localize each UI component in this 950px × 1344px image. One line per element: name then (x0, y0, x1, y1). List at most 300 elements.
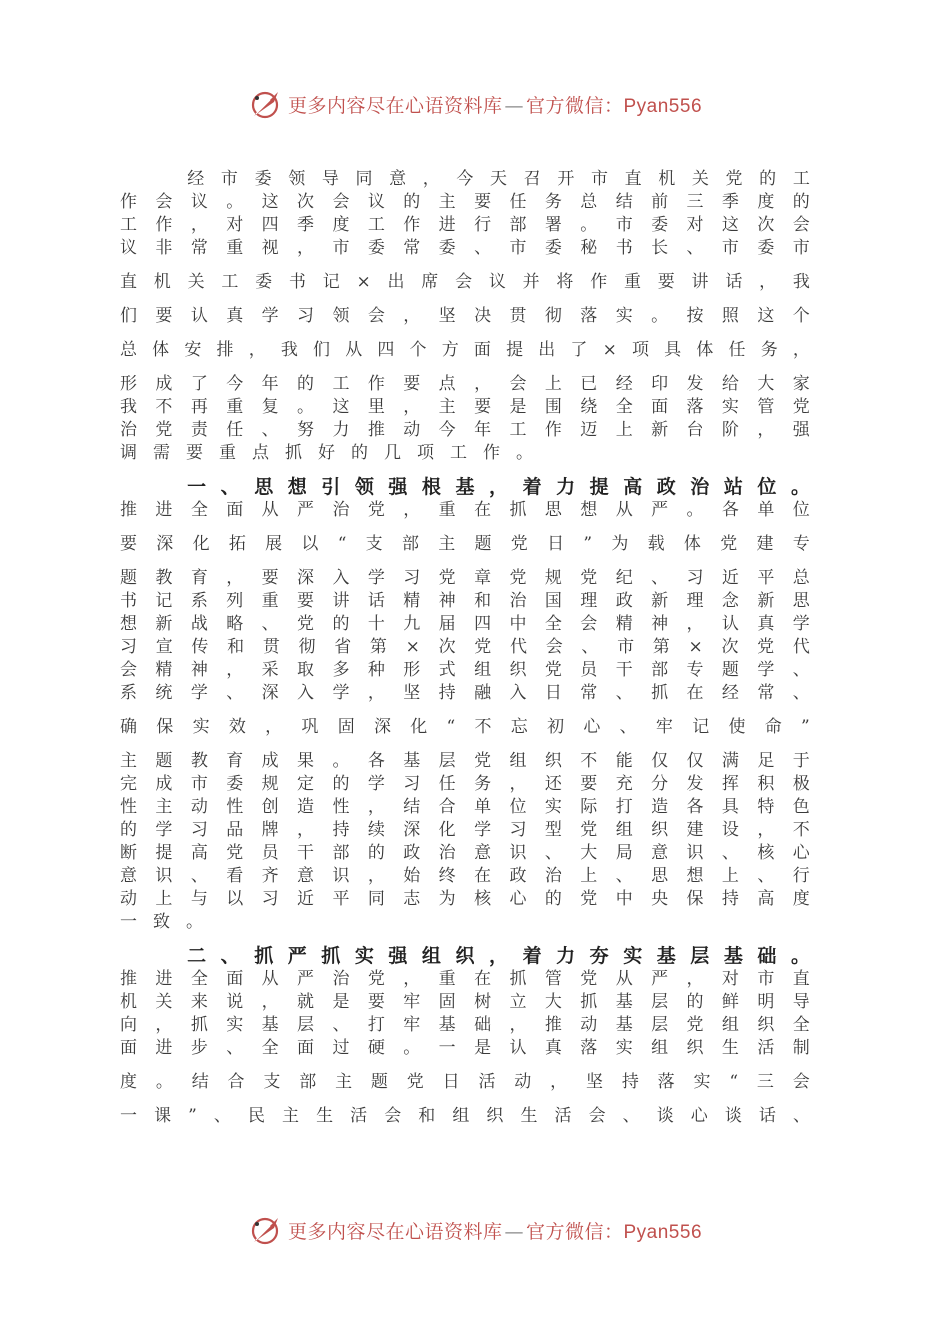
glyph: 度 (120, 1072, 137, 1092)
glyph: 性 (120, 797, 137, 817)
glyph: 色 (792, 797, 810, 817)
glyph: 引 (321, 476, 341, 498)
glyph: 。 (297, 397, 315, 417)
glyph: 实 (192, 717, 210, 737)
glyph: 任 (226, 420, 244, 440)
glyph: 支 (365, 534, 383, 554)
glyph: 会 (588, 1106, 606, 1126)
glyph: 组 (452, 1106, 470, 1126)
glyph: 满 (721, 751, 739, 771)
glyph: 出 (387, 272, 405, 292)
glyph: 面 (651, 397, 669, 417)
glyph: 、 (332, 1015, 350, 1035)
glyph: 理 (580, 591, 598, 611)
glyph: 形 (403, 660, 421, 680)
glyph: 务 (474, 774, 492, 794)
banner-separator: — (504, 1220, 524, 1243)
glyph: 习 (190, 820, 208, 840)
glyph: ， (403, 500, 421, 520)
glyph: 规 (544, 568, 562, 588)
glyph: 规 (261, 774, 279, 794)
glyph: 织 (651, 820, 669, 840)
glyph: 体 (152, 340, 170, 360)
glyph: ， (489, 945, 509, 967)
glyph: 常 (580, 683, 598, 703)
body-line (120, 442, 810, 465)
glyph: 拓 (228, 534, 246, 554)
glyph: 习 (120, 637, 137, 657)
glyph: ， (509, 774, 527, 794)
glyph: 、 (721, 843, 739, 863)
glyph: 讲 (332, 591, 350, 611)
glyph: 会 (120, 660, 137, 680)
glyph: 部 (509, 215, 527, 235)
glyph: 经 (187, 169, 205, 189)
glyph: 了 (190, 374, 208, 394)
glyph: 严 (297, 500, 315, 520)
glyph: 党 (367, 969, 385, 989)
glyph: 层 (690, 945, 710, 967)
glyph: 结 (191, 1072, 209, 1092)
glyph: ， (509, 1015, 527, 1035)
glyph: ， (297, 820, 315, 840)
glyph: 成 (261, 751, 279, 771)
glyph: 三 (686, 192, 704, 212)
glyph: 前 (651, 192, 669, 212)
glyph: 党 (226, 843, 244, 863)
glyph: 意 (120, 866, 137, 886)
glyph: 会 (509, 374, 527, 394)
glyph: ， (155, 1015, 173, 1035)
glyph: 会 (332, 192, 350, 212)
glyph: 育 (226, 751, 244, 771)
body-line (120, 636, 810, 659)
glyph: 心 (690, 1106, 708, 1126)
glyph: 主 (155, 797, 173, 817)
glyph (154, 476, 173, 499)
glyph: 常 (190, 238, 208, 258)
glyph: 战 (190, 614, 208, 634)
body-line (120, 773, 810, 796)
glyph: 型 (544, 820, 562, 840)
glyph: 一 (438, 1038, 456, 1058)
glyph: 齐 (261, 866, 279, 886)
glyph: 不 (155, 397, 173, 417)
glyph: 平 (757, 568, 775, 588)
glyph: 意 (651, 843, 669, 863)
glyph: 讲 (691, 272, 709, 292)
glyph: 发 (686, 374, 704, 394)
quill-logo-icon (248, 1212, 284, 1248)
glyph: 真 (757, 614, 775, 634)
glyph: ， (686, 614, 704, 634)
glyph (120, 476, 139, 499)
body-line (120, 659, 810, 682)
glyph: 要 (261, 568, 279, 588)
glyph: 作 (120, 192, 137, 212)
glyph: ， (757, 820, 775, 840)
glyph: 主 (438, 397, 456, 417)
glyph: 大 (580, 843, 598, 863)
glyph: 深 (156, 534, 174, 554)
glyph: 体 (696, 340, 714, 360)
glyph: 日 (547, 534, 565, 554)
glyph: 经 (721, 683, 739, 703)
glyph: 三 (756, 1072, 774, 1092)
glyph: 明 (757, 992, 775, 1012)
body-line (120, 567, 810, 590)
body-line (120, 419, 810, 442)
glyph: 、 (792, 660, 810, 680)
glyph: 持 (332, 820, 350, 840)
glyph: 市 (590, 169, 608, 189)
glyph: 治 (332, 500, 350, 520)
glyph: 牌 (261, 820, 279, 840)
glyph: 仅 (651, 751, 669, 771)
glyph: 工 (792, 169, 810, 189)
glyph: 并 (522, 272, 540, 292)
glyph: 会 (367, 306, 385, 326)
glyph: 会 (384, 1106, 402, 1126)
glyph: 作 (544, 420, 562, 440)
glyph: ， (226, 568, 244, 588)
glyph: 落 (580, 306, 598, 326)
glyph: 实 (721, 397, 739, 417)
glyph: 要 (155, 306, 173, 326)
glyph: 委 (438, 238, 456, 258)
glyph: 直 (624, 169, 642, 189)
glyph: ， (686, 969, 704, 989)
glyph: 性 (332, 797, 350, 817)
glyph: 织 (757, 1015, 775, 1035)
glyph: 核 (474, 889, 492, 909)
glyph: 委 (651, 215, 669, 235)
glyph: 深 (261, 683, 279, 703)
glyph: 领 (288, 169, 306, 189)
glyph: 局 (615, 843, 633, 863)
glyph: 重 (226, 397, 244, 417)
glyph: 和 (227, 637, 245, 657)
glyph: 工 (221, 272, 239, 292)
glyph: 提 (506, 340, 524, 360)
glyph: 采 (261, 660, 279, 680)
glyph: 鲜 (721, 992, 739, 1012)
glyph: 会 (155, 192, 173, 212)
glyph: 党 (406, 1072, 424, 1092)
glyph: 市 (615, 215, 633, 235)
glyph: 强 (792, 420, 810, 440)
glyph: 高 (757, 889, 775, 909)
glyph: 了 (570, 340, 588, 360)
glyph: 上 (615, 420, 633, 440)
glyph: 面 (226, 969, 244, 989)
glyph: 上 (155, 889, 173, 909)
glyph: 习 (297, 306, 315, 326)
glyph: 位 (509, 797, 527, 817)
glyph: 致 (153, 912, 170, 932)
glyph: 领 (332, 306, 350, 326)
glyph: 市 (721, 238, 739, 258)
glyph: 任 (438, 774, 456, 794)
glyph: 基 (615, 1015, 633, 1035)
glyph: 题 (721, 660, 739, 680)
glyph: 牢 (403, 1015, 421, 1035)
glyph: 、 (615, 683, 633, 703)
glyph: 会 (545, 637, 563, 657)
glyph: 今 (226, 374, 244, 394)
glyph: 提 (589, 476, 609, 498)
glyph: 这 (261, 192, 279, 212)
glyph: 的 (544, 889, 562, 909)
glyph: 、 (686, 238, 704, 258)
glyph: 治 (509, 591, 527, 611)
glyph: 工 (120, 215, 137, 235)
glyph: 育 (190, 568, 208, 588)
glyph: 对 (226, 215, 244, 235)
glyph: 入 (297, 683, 315, 703)
glyph: 思 (544, 500, 562, 520)
glyph: ， (474, 374, 492, 394)
glyph: 根 (421, 476, 441, 498)
glyph: ， (261, 992, 279, 1012)
glyph: 纪 (615, 568, 633, 588)
glyph: 础 (757, 945, 777, 967)
glyph: 的 (351, 443, 368, 463)
glyph: 代 (509, 637, 527, 657)
glyph: 全 (792, 1015, 810, 1035)
glyph: 照 (721, 306, 739, 326)
body-line (120, 991, 810, 1014)
glyph: 全 (261, 1038, 279, 1058)
glyph: 主 (438, 534, 456, 554)
glyph: 学 (757, 660, 775, 680)
glyph: 年 (261, 374, 279, 394)
glyph: 落 (657, 1072, 675, 1092)
glyph: 、 (474, 238, 492, 258)
glyph: “ (337, 534, 347, 554)
glyph: 党 (725, 169, 743, 189)
glyph: 着 (522, 945, 542, 967)
glyph: 话 (758, 1106, 776, 1126)
banner-separator: — (504, 94, 524, 117)
glyph: 续 (367, 820, 385, 840)
glyph: 总 (792, 568, 810, 588)
glyph: 主 (120, 751, 137, 771)
glyph: 要 (580, 774, 598, 794)
glyph: 习 (403, 568, 421, 588)
glyph: 真 (544, 1038, 562, 1058)
glyph: 党 (510, 534, 528, 554)
glyph: 们 (120, 306, 137, 326)
glyph: 工 (509, 420, 527, 440)
glyph: 合 (227, 1072, 245, 1092)
glyph: 落 (580, 1038, 598, 1058)
glyph: 党 (580, 889, 598, 909)
glyph: 实 (544, 797, 562, 817)
glyph: 品 (226, 820, 244, 840)
glyph: 部 (299, 1072, 317, 1092)
glyph: 教 (155, 568, 173, 588)
glyph: 市 (509, 238, 527, 258)
glyph: 党 (580, 969, 598, 989)
glyph: 干 (615, 660, 633, 680)
glyph: 基 (455, 476, 475, 498)
glyph: 一 (187, 476, 207, 498)
glyph: 要 (120, 534, 137, 554)
glyph: 系 (120, 683, 137, 703)
glyph: 会 (792, 1072, 810, 1092)
glyph: 认 (721, 614, 739, 634)
glyph: 各 (686, 797, 704, 817)
glyph: 和 (474, 591, 492, 611)
glyph: 要 (657, 272, 675, 292)
glyph: 推 (120, 969, 137, 989)
glyph: 。 (186, 912, 203, 932)
glyph: 近 (297, 889, 315, 909)
glyph: 推 (544, 1015, 562, 1035)
glyph: 主 (282, 1106, 300, 1126)
glyph: ， (190, 215, 208, 235)
glyph: 深 (403, 820, 421, 840)
glyph: 大 (757, 374, 775, 394)
glyph: 员 (261, 843, 279, 863)
glyph: 会 (792, 215, 810, 235)
glyph: 治 (120, 420, 137, 440)
glyph: 主 (438, 192, 456, 212)
glyph: 础 (474, 1015, 492, 1035)
glyph: 是 (474, 1038, 492, 1058)
body-line (120, 1071, 810, 1094)
glyph: 视 (261, 238, 279, 258)
glyph: 主 (335, 1072, 353, 1092)
glyph: 作 (403, 215, 421, 235)
glyph: 性 (226, 797, 244, 817)
glyph: 我 (280, 340, 298, 360)
glyph: 的 (332, 774, 350, 794)
glyph: 力 (556, 945, 576, 967)
glyph: 度 (792, 889, 810, 909)
glyph: 书 (120, 591, 137, 611)
glyph: 治 (690, 476, 710, 498)
glyph: 学 (261, 306, 279, 326)
glyph: 断 (120, 843, 137, 863)
glyph: 已 (580, 374, 598, 394)
glyph: 合 (438, 797, 456, 817)
body-line (120, 1014, 810, 1037)
glyph: 对 (686, 215, 704, 235)
body-line (120, 819, 810, 842)
glyph: 位 (757, 476, 777, 498)
banner-text (288, 1217, 702, 1244)
glyph: 具 (721, 797, 739, 817)
glyph: 的 (120, 820, 137, 840)
glyph: 创 (261, 797, 279, 817)
glyph: 始 (403, 866, 421, 886)
glyph: 步 (190, 1038, 208, 1058)
glyph: 严 (651, 500, 669, 520)
glyph: 新 (651, 591, 669, 611)
glyph: 上 (544, 374, 562, 394)
glyph: 政 (615, 591, 633, 611)
glyph: 度 (332, 215, 350, 235)
glyph: 进 (155, 1038, 173, 1058)
glyph: 夯 (589, 945, 609, 967)
glyph: 要 (297, 591, 315, 611)
glyph: 任 (509, 192, 527, 212)
glyph: 治 (544, 866, 562, 886)
glyph: ， (403, 397, 421, 417)
glyph: ， (422, 169, 440, 189)
glyph: ” (801, 717, 810, 737)
glyph: 化 (438, 820, 456, 840)
glyph: 贯 (262, 637, 280, 657)
glyph: 务 (760, 340, 778, 360)
glyph: 抓 (321, 945, 341, 967)
glyph: 次 (297, 192, 315, 212)
glyph: 基 (615, 992, 633, 1012)
glyph: 常 (757, 683, 775, 703)
glyph: 度 (757, 192, 775, 212)
glyph: 的 (792, 192, 810, 212)
glyph: 题 (474, 534, 492, 554)
glyph: 想 (120, 614, 137, 634)
glyph: × (602, 340, 617, 360)
quill-logo-icon (248, 86, 284, 122)
glyph: 议 (488, 272, 506, 292)
glyph: 全 (190, 969, 208, 989)
glyph: 结 (615, 192, 633, 212)
glyph: 想 (580, 500, 598, 520)
glyph: 组 (721, 1015, 739, 1035)
glyph: 、 (651, 568, 669, 588)
glyph: 持 (438, 683, 456, 703)
glyph: 印 (651, 374, 669, 394)
glyph: 组 (421, 945, 441, 967)
glyph: 委 (367, 238, 385, 258)
glyph: 从 (261, 969, 279, 989)
glyph: 从 (615, 500, 633, 520)
glyph: 记 (322, 272, 340, 292)
glyph: 关 (691, 169, 709, 189)
glyph: 念 (721, 591, 739, 611)
glyph: 抓 (509, 500, 527, 520)
glyph: 织 (686, 1038, 704, 1058)
glyph: 记 (155, 591, 173, 611)
footer-banner (0, 1208, 950, 1252)
glyph: 重 (226, 238, 244, 258)
glyph: 题 (155, 751, 173, 771)
glyph: 是 (332, 992, 350, 1012)
glyph: 果 (297, 751, 315, 771)
glyph: 机 (658, 169, 676, 189)
glyph: 十 (367, 614, 385, 634)
glyph: ， (489, 476, 509, 498)
glyph: 面 (226, 500, 244, 520)
glyph: 设 (721, 820, 739, 840)
glyph: 要 (367, 992, 385, 1012)
glyph: 习 (261, 889, 279, 909)
glyph: 抓 (285, 443, 302, 463)
glyph: 教 (190, 751, 208, 771)
glyph: 好 (318, 443, 335, 463)
glyph: 神 (190, 660, 208, 680)
glyph: 识 (686, 843, 704, 863)
glyph: ， (403, 969, 421, 989)
glyph: 项 (417, 443, 434, 463)
glyph: 神 (651, 614, 669, 634)
glyph: 习 (686, 568, 704, 588)
glyph: 以 (301, 534, 319, 554)
